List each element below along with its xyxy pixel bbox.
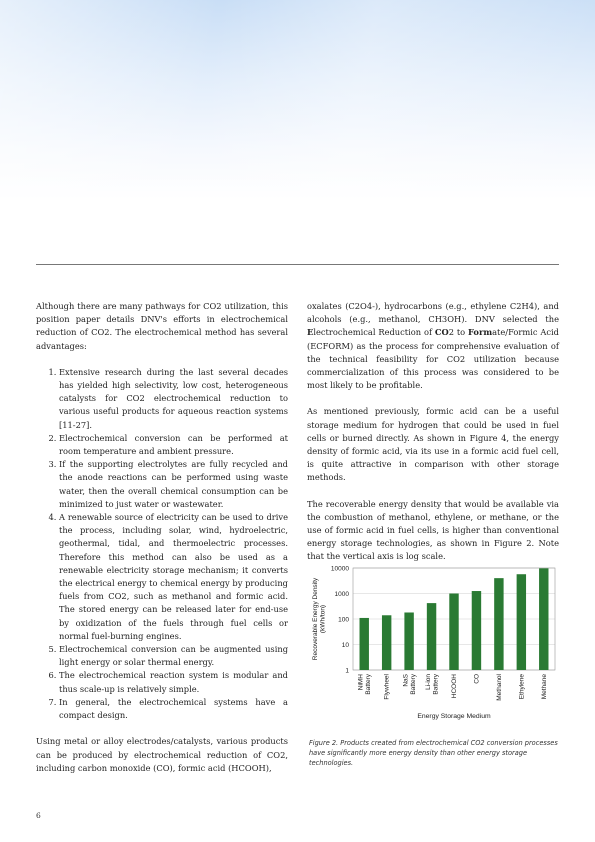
y-tick-label: 10 (341, 642, 349, 649)
list-item: 5. Electrochemical conversion can be augmented using light energy or solar thermal energy. (59, 643, 288, 669)
x-tick-label: Methanol (495, 674, 503, 701)
list-item: 7. In general, the electrochemical systems have a compact design. (59, 696, 288, 722)
header-rule (36, 264, 559, 265)
closing-paragraph: Using metal or alloy electrodes/catalysts, various products can be produced by electrochemical reduction of CO2, including carbon monoxide (CO), formic acid (HCOOH), (36, 736, 288, 773)
bar (449, 594, 458, 671)
y-tick-label: 1 (345, 667, 349, 675)
y-axis-label: Recoverable Energy Density(kWh/ton) (312, 577, 327, 661)
y-tick-label: 10000 (330, 565, 349, 573)
bar (539, 568, 548, 670)
x-tick-label: NiMHBattery (357, 674, 372, 695)
bar (472, 591, 481, 670)
energy-density-paragraph: The recoverable energy density that would be available via the combustion of methanol, ethylene, or methane, or the use of formic acid in fuel cells, is higher than conventional energy storage technologies, as shown in Figure 2. Note that the vertical axis is log scale. (307, 498, 559, 562)
x-tick-label: HCOOH (451, 674, 458, 699)
x-tick-label: NaSBattery (402, 674, 417, 695)
list-item: 6. The electrochemical reaction system is modular and thus scale-up is relatively simple. (59, 669, 288, 695)
ecform-text: lectrochemical Reduction of (313, 327, 435, 338)
x-tick-label: Methane (540, 674, 548, 700)
left-column (36, 300, 288, 788)
header-banner (0, 0, 595, 200)
bar (427, 603, 436, 670)
ecform-paragraph (307, 300, 559, 392)
ecform-bold-form: Form (467, 327, 493, 338)
right-column (307, 300, 559, 577)
x-tick-label: CO (473, 674, 481, 684)
ecform-text: oxalates (C2O4-), hydrocarbons (e.g., ethylene C2H4), and alcohols (e.g., methanol, CH3OH). DNV selected the (307, 301, 559, 325)
list-item: 2. Electrochemical conversion can be performed at room temperature and ambient pressure. (59, 432, 288, 458)
ecform-bold-co: CO (434, 327, 449, 338)
bar (517, 574, 526, 670)
list-item: 3. If the supporting electrolytes are fully recycled and the anode reactions can be performed using waste water, then the overall chemical consumption can be minimized to just water or wastewater. (59, 458, 288, 511)
ecform-text: 2 to (448, 327, 468, 338)
figure-caption: Figure 2. Products created from electrochemical CO2 conversion processes have significantly more energy density than other energy storage technologies. (309, 739, 558, 767)
ecform-text: ate/ (492, 327, 509, 338)
y-tick-label: 1000 (334, 591, 349, 598)
chart-svg (307, 560, 559, 725)
y-tick-label: 100 (338, 616, 349, 624)
list-item: 4. A renewable source of electricity can be used to drive the process, including solar, wind, hydroelectric, geothermal, tidal, and thermoelectric processes. Therefore this method can also be used as a renewable electricity storage mechanism; it converts the electrical energy to chemical energy by producing fuels from CO2, such as methanol and formic acid. The stored energy can be released later for end-use by oxidization of the fuels through fuel cells or normal fuel-burning engines. (59, 511, 288, 643)
advantages-list (36, 366, 288, 722)
ecform-bold-e: E (307, 327, 314, 338)
formic-acid-paragraph: As mentioned previously, formic acid can be a useful storage medium for hydrogen that could be used in fuel cells or burned directly. As shown in Figure 4, the energy density of formic acid, via its use in a formic acid fuel cell, is quite attractive in comparison with other storage methods. (307, 406, 559, 483)
page-number: 6 (36, 811, 41, 820)
ecform-text: Formic Acid (ECFORM) as the process for comprehensive evaluation of the technical feasibility for CO2 utilization because commercialization of this process was considered to be most likely to be profitable. (307, 327, 559, 391)
bar (360, 618, 369, 670)
x-axis-label: Energy Storage Medium (417, 713, 491, 720)
x-tick-label: Flywheel (383, 674, 391, 700)
list-item: 1. Extensive research during the last several decades has yielded high selectivity, low cost, heterogeneous catalysts for CO2 electrochemical reduction to various useful products for aqueous reaction systems [11-27]. (59, 366, 288, 432)
energy-density-chart (307, 560, 559, 725)
bar (404, 612, 413, 670)
x-tick-label: Ethylene (518, 674, 526, 700)
bar (382, 615, 391, 670)
intro-paragraph: Although there are many pathways for CO2 utilization, this position paper details DNV's efforts in electrochemical reduction of CO2. The electrochemical method has several advantages: (36, 301, 288, 351)
bar (494, 578, 503, 670)
x-tick-label: Li-ionBattery (424, 674, 440, 695)
